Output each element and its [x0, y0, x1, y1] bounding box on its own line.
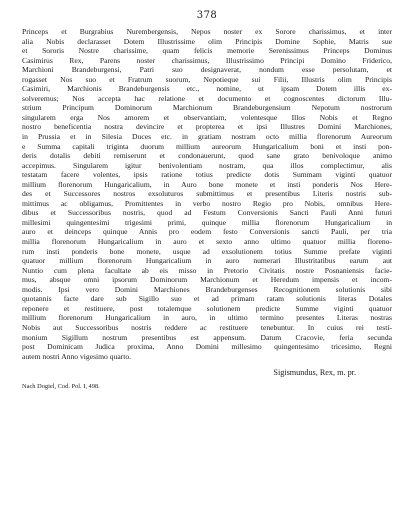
text-line: millium florenorum Hungaricalium, in Auro bone monete et insti ponderis Nos Here-	[22, 179, 392, 189]
text-line: et Sororis Nostre charissime, quam felicis memorie Serenissimus Princeps Dominus	[22, 46, 392, 56]
text-line: post Dominicam Judica proxima, Anno Domini millesimo quingentesimo tricesimo, Regni	[22, 342, 392, 352]
text-line: singularem erga Nos amorem et observantiam, volentesque Illos Nobis et Regno	[22, 112, 392, 122]
text-line: reponere et restituere, post totalemque solutionem predicte Summe viginti quatuor	[22, 303, 392, 313]
text-line: rogasset Nos suo et Fratrum suorum, Nepotieque sui Filii, Illustris olim Principis	[22, 74, 392, 84]
text-line: auro et deinceps quinque Annis pro eodem festo Conversionis sancti Pauli, per tria	[22, 227, 392, 237]
text-line: in Prussia et in Silesia Duces etc. in gratiam nostram octo millia florenorum Aureorum	[22, 132, 392, 142]
text-line: e Summa capitali triginta duorum millium aureorum Hungaricalium boni et insti pon-	[22, 141, 392, 151]
text-line: Casimiri, Marchionis Brandeburgensis etc., nomine, ut ipsam Dotem illis ex-	[22, 84, 392, 94]
text-line: rum insti ponderis bone monete, usque ad exsolutionem totius Summe prefate viginti	[22, 246, 392, 256]
text-line: Nuntio cum plena facultate ab eis misso in Pretorio Civitatis nostre Posnaniensis facie-	[22, 265, 392, 275]
text-line: dibus et Successoribus nostris, quod ad Festum Conversionis Sancti Pauli Anni futuri	[22, 208, 392, 218]
text-line: millium florenorum Hungaricalium in auro, in ultimo termino presentes Literas nostras	[22, 313, 392, 323]
text-line: modis. Ipsi vero Domini Marchiones Brandeburgenses Recognitionem solutionis sibi	[22, 284, 392, 294]
text-line: accepimus. Singularem igitur benivolentiam nostram, qua illos complectimur, alis	[22, 160, 392, 170]
text-line: millia florenorum Hungaricalium in auro et sexto anno ultimo quatuor millia floreno-	[22, 237, 392, 247]
text-line: des et Successores nostros exsoluturos submittimus et presentibus Literis nostris sub-	[22, 189, 392, 199]
body-text	[22, 27, 392, 361]
text-line: deris dotalis debiti remiserunt et condonauerunt, quod sane grato benivoloque animo	[22, 151, 392, 161]
text-line: monium Sigillum nostrum presentibus est appensum. Datum Cracovie, feria secunda	[22, 332, 392, 342]
text-line: quotannis facte dare sub Sigillo suo et ad primam ratam solutionis literas Dotales	[22, 294, 392, 304]
signature: Sigismundus, Rex, m. pr.	[273, 368, 356, 378]
text-line: strium Principum Dominorum Marchionum Brandeburgensium Nepotum nostrorum	[22, 103, 392, 113]
text-line: testatam facere volentes, ipsis ratione totius predicte dotis Summam viginti quatuor	[22, 170, 392, 180]
text-line: alia Nobis declarasset Dotem Illustrissime olim Principis Domine Sophie, Matris sue	[22, 36, 392, 46]
page-number: 378	[196, 10, 218, 21]
footnote-source: Nach Dogiel, Cod. Pol. I, 498.	[22, 383, 100, 391]
text-line: mittimus ac obligamus, Promittentes in verbo nostro Regio pro Nobis, omnibus Here-	[22, 198, 392, 208]
text-line: Princeps et Burgrabius Nurembergensis, Nepos noster ex Sorore charissimus, et inter	[22, 27, 392, 36]
text-line: millesimi quingentesimi trigesimi primi, quinque millia florenorum Hungaricalium in	[22, 217, 392, 227]
text-line: Marchioni Brandeburgensi, Patri suo designaverat, nondum esse persolutam, et	[22, 65, 392, 75]
text-line: mus, absque omni ipsorum Dominorum Marchionum et Heredum impensis et incom-	[22, 275, 392, 285]
text-line: Nobis aut Successoribus nostris reddere ac restituere tenebuntur. In cuius rei testi-	[22, 322, 392, 332]
text-line: autem nostri Anno vigesimo quarto.	[22, 351, 132, 361]
text-line: quatuor millium florenorum Hungaricalium in auro numerari Illustritatibus earum aut	[22, 256, 392, 266]
text-line: nostro beneficentia nostra devincire et propterea et ipsi Illustres Domini Marchiones,	[22, 122, 392, 132]
text-line: Casimirus Rex, Parens noster charissimus, Illustrissimo Principi Domino Friderico,	[22, 55, 392, 65]
text-line: solveremus; Nos accepta hac relatione et documento et cognoscentes dictorum Illu-	[22, 93, 392, 103]
